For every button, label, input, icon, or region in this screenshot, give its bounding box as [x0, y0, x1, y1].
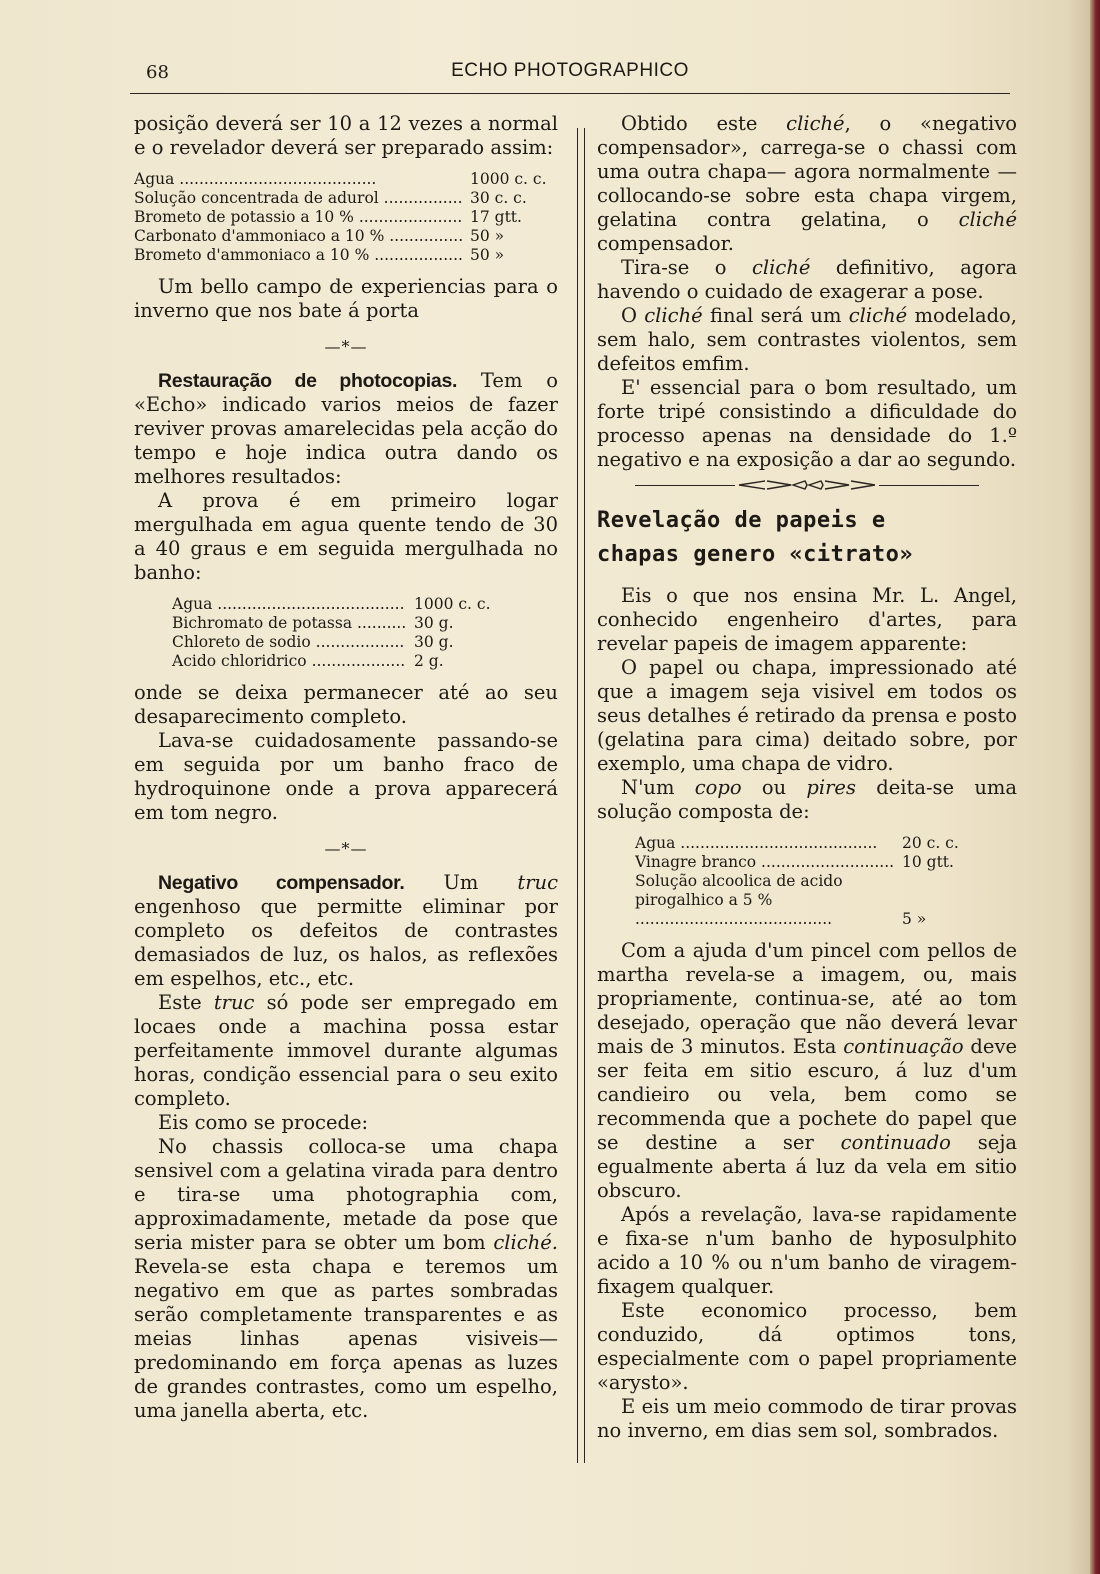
right-column — [597, 112, 1017, 1443]
section-heading: Negativo compensador. — [158, 872, 405, 894]
formula-row: Brometo de potassio a 10 % ..... 17 gtt. — [134, 208, 558, 227]
paragraph: Eis como se procede: — [158, 1111, 369, 1134]
formula-row: Brometo d'ammoniaco a 10 % ..... 50 » — [134, 246, 558, 265]
paragraph: onde se deixa permanecer até ao seu desaparecimento completo. — [134, 681, 558, 728]
paragraph: O cliché final será um cliché modelado, sem halo, sem contrastes violentos, sem defeitos emfim. — [597, 304, 1017, 375]
formula-bath — [172, 595, 502, 671]
paragraph: Tira-se o cliché definitivo, agora havendo o cuidado de exagerar a pose. — [597, 256, 1017, 303]
section-separator: —*— — [324, 839, 368, 858]
binding-edge — [1090, 0, 1100, 1574]
ornament-divider — [597, 478, 1017, 492]
page-number: 68 — [146, 62, 169, 83]
paragraph: Com a ajuda d'um pincel com pellos de martha revela-se a imagem, ou, mais propriamente, continua-se, até ao tom desejado, operação que não deverá levar mais de 3 minutos. Esta continuação deve ser feita em sitio escuro, á luz d'um candieiro ou vela, bem como se recommenda que a pochete do papel que se destine a ser continuado seja egualmente aberta á luz da vela em sitio obscuro. — [597, 939, 1017, 1202]
left-column — [134, 112, 558, 1423]
header-rule — [130, 93, 1010, 94]
paragraph: E eis um meio commodo de tirar provas no inverno, em dias sem sol, sombrados. — [597, 1395, 1017, 1442]
paragraph: Este economico processo, bem conduzido, dá optimos tons, especialmente com o papel propriamente «arysto». — [597, 1299, 1017, 1394]
formula-row: Agua ..... 1000 c. c. — [172, 595, 502, 614]
column-divider — [577, 128, 585, 1463]
formula-row: Bichromato de potassa ..... 30 g. — [172, 614, 502, 633]
paragraph: A prova é em primeiro logar mergulhada em agua quente tendo de 30 a 40 graus e em seguida mergulhada no banho: — [134, 489, 558, 584]
intro-paragraph: posição deverá ser 10 a 12 vezes a normal e o revelador deverá ser preparado assim: — [134, 112, 558, 159]
ornament-line — [635, 485, 735, 486]
section-heading: Restauração de photocopias. — [158, 370, 458, 392]
paragraph: N'um copo ou pires deita-se uma solução composta de: — [597, 776, 1017, 823]
formula-row: Solução alcoolica de acido pirogalhico a 5 % ..... 5 » — [635, 872, 990, 929]
formula-row: Solução concentrada de adurol ..... 30 c. c. — [134, 189, 558, 208]
formula-solution — [635, 834, 990, 929]
paragraph: E' essencial para o bom resultado, um forte tripé consistindo a dificuldade do processo apenas na densidade do 1.º negativo e na exposição a dar ao segundo. — [597, 376, 1017, 471]
paragraph: Este truc só pode ser empregado em locaes onde a machina possa estar perfeitamente immovel durante algumas horas, condição essencial para o seu exito completo. — [134, 991, 558, 1110]
formula-row: Agua ..... 20 c. c. — [635, 834, 990, 853]
journal-title: ECHO PHOTOGRAPHICO — [451, 60, 689, 81]
formula-row: Chloreto de sodio ..... 30 g. — [172, 633, 502, 652]
formula-row: Vinagre branco ..... 10 gtt. — [635, 853, 990, 872]
formula-row: Acido chloridrico ..... 2 g. — [172, 652, 502, 671]
paragraph: Obtido este cliché, o «negativo compensador», carrega-se o chassi com uma outra chapa— agora normalmente —collocando-se sobre esta chapa virgem, gelatina contra gelatina, o cliché compensador. — [597, 112, 1017, 255]
paragraph: Um bello campo de experiencias para o inverno que nos bate á porta — [134, 275, 558, 322]
ornament-line — [879, 485, 979, 486]
formula-developer — [134, 170, 558, 265]
paragraph: No chassis colloca-se uma chapa sensivel com a gelatina virada para dentro e tira-se uma photographia com, approximadamente, metade da pose que seria mister para se obter um bom cliché. Revela-se esta chapa e teremos um negativo em que as partes sombradas serão completamente transparentes e as meias linhas apenas visiveis—predominando em força apenas as luzes de grandes contrastes, como um espelho, uma janella aberta, etc. — [134, 1135, 558, 1422]
section-separator: —*— — [324, 337, 368, 356]
section-negativo: Negativo compensador. Um truc engenhoso que permitte eliminar por completo os defeitos de contrastes demasiados de luz, os halos, as reflexões em espelhos, etc., etc. — [134, 871, 558, 990]
ornament-icon — [737, 478, 877, 492]
section-restauracao: Restauração de photocopias. Tem o «Echo» indicado varios meios de fazer reviver provas amarelecidas pela acção do tempo e hoje indica outra dando os melhores resultados: — [134, 369, 558, 488]
section-title: Revelação de papeis e chapas genero «citrato» — [597, 508, 914, 567]
paragraph: O papel ou chapa, impressionado até que a imagem seja visivel em todos os seus detalhes é retirado da prensa e posto (gelatina para cima) deitado sobre, por exemplo, uma chapa de vidro. — [597, 656, 1017, 775]
formula-row: Agua ..... 1000 c. c. — [134, 170, 558, 189]
formula-row: Carbonato d'ammoniaco a 10 % ..... 50 » — [134, 227, 558, 246]
paragraph: Após a revelação, lava-se rapidamente e fixa-se n'um banho de hyposulphito acido a 10 % ou n'um banho de viragem-fixagem qualquer. — [597, 1203, 1017, 1298]
paragraph: Lava-se cuidadosamente passando-se em seguida por um banho fraco de hydroquinone onde a prova apparecerá em tom negro. — [134, 729, 558, 824]
paragraph: Eis o que nos ensina Mr. L. Angel, conhecido engenheiro d'artes, para revelar papeis de imagem apparente: — [597, 584, 1017, 655]
page-header — [130, 60, 1010, 90]
